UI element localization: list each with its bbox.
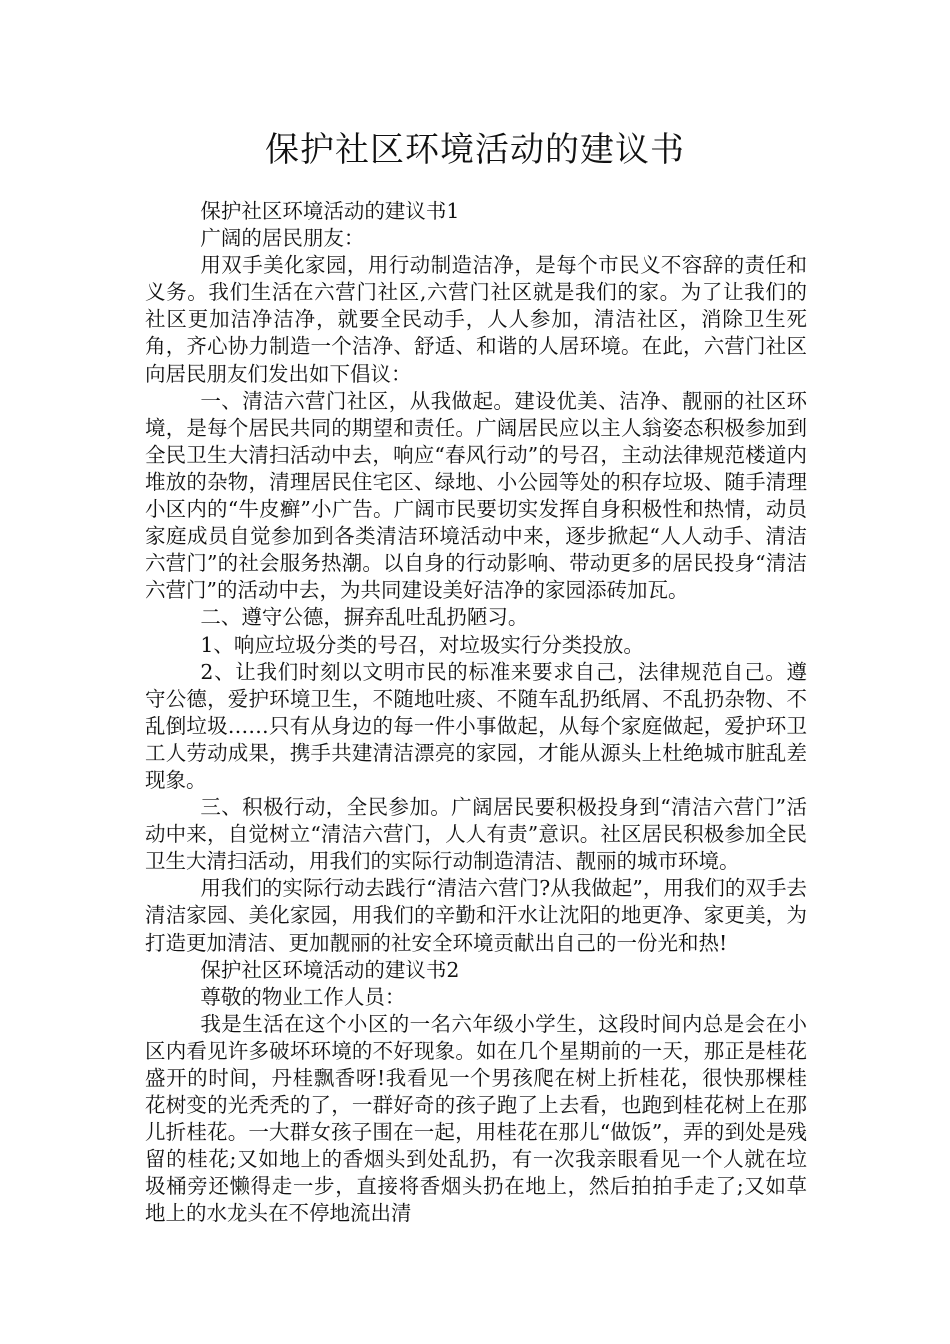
section-heading-1: 保护社区环境活动的建议书1 [200,199,460,223]
salutation-2: 尊敬的物业工作人员： [200,984,406,1009]
paragraph-letter-2: 我是生活在这个小区的一名六年级小学生，这段时间内总是会在小区内看见许多破坏环境的不好现象。如在几个星期前的一天，那正是桂花盛开的时间，丹桂飘香呀!我看见一个男孩爬在树上折桂花，很快那棵桂花树变的光秃秃的了，一群好奇的孩子跑了上去看，也跑到桂花树上在那儿折桂花。一大群女孩子围在一起，用桂花在那儿“做饭”，弄的到处是残留的桂花;又如地上的香烟头到处乱扔，有一次我亲眼看见一个人就在垃圾桶旁还懒得走一步，直接将香烟头扔在地上，然后拍拍手走了;又如草地上的水龙头在不停地流出清 [145,1011,807,1226]
section-heading-2: 保护社区环境活动的建议书2 [200,957,460,982]
paragraph-intro: 用双手美化家园，用行动制造洁净，是每个市民义不容辞的责任和义务。我们生活在六营门社区,六营门社区就是我们的家。为了让我们的社区更加洁净洁净，就要全民动手，人人参加，清洁社区，消除卫生死角，齐心协力制造一个洁净、舒适、和谐的人居环境。在此，六营门社区向居民朋友们发出如下倡议： [145,253,807,386]
salutation-1: 广阔的居民朋友： [200,226,365,251]
document-body [145,198,807,1228]
document-title: 保护社区环境活动的建议书 [265,130,685,170]
paragraph-point-2-1: 1、响应垃圾分类的号召，对垃圾实行分类投放。 [200,632,644,657]
paragraph-point-2: 二、遵守公德，摒弃乱吐乱扔陋习。 [200,605,529,630]
paragraph-point-3: 三、积极行动，全民参加。广阔居民要积极投身到“清洁六营门”活动中来，自觉树立“清洁六营门，人人有责”意识。社区居民积极参加全民卫生大清扫活动，用我们的实际行动制造清洁、靓丽的城市环境。 [145,795,807,874]
paragraph-closing-1: 用我们的实际行动去践行“清洁六营门?从我做起”，用我们的双手去清洁家园、美化家园，用我们的辛勤和汗水让沈阳的地更净、家更美，为打造更加清洁、更加靓丽的社安全环境贡献出自己的一份光和热! [145,876,807,955]
paragraph-point-1: 一、清洁六营门社区，从我做起。建设优美、洁净、靓丽的社区环境，是每个居民共同的期望和责任。广阔居民应以主人翁姿态积极参加到全民卫生大清扫活动中去，响应“春风行动”的号召，主动法律规范楼道内堆放的杂物，清理居民住宅区、绿地、小公园等处的积存垃圾、随手清理小区内的“牛皮癣”小广告。广阔市民要切实发挥自身积极性和热情，动员家庭成员自觉参加到各类清洁环境活动中来，逐步掀起“人人动手、清洁六营门”的社会服务热潮。以自身的行动影响、带动更多的居民投身“清洁六营门”的活动中去，为共同建设美好洁净的家园添砖加瓦。 [145,388,807,603]
paragraph-point-2-2: 2、让我们时刻以文明市民的标准来要求自己，法律规范自己。遵守公德，爱护环境卫生，不随地吐痰、不随车乱扔纸屑、不乱扔杂物、不乱倒垃圾……只有从身边的每一件小事做起，从每个家庭做起，爱护环卫工人劳动成果，携手共建清洁漂亮的家园，才能从源头上杜绝城市脏乱差现象。 [145,659,807,792]
